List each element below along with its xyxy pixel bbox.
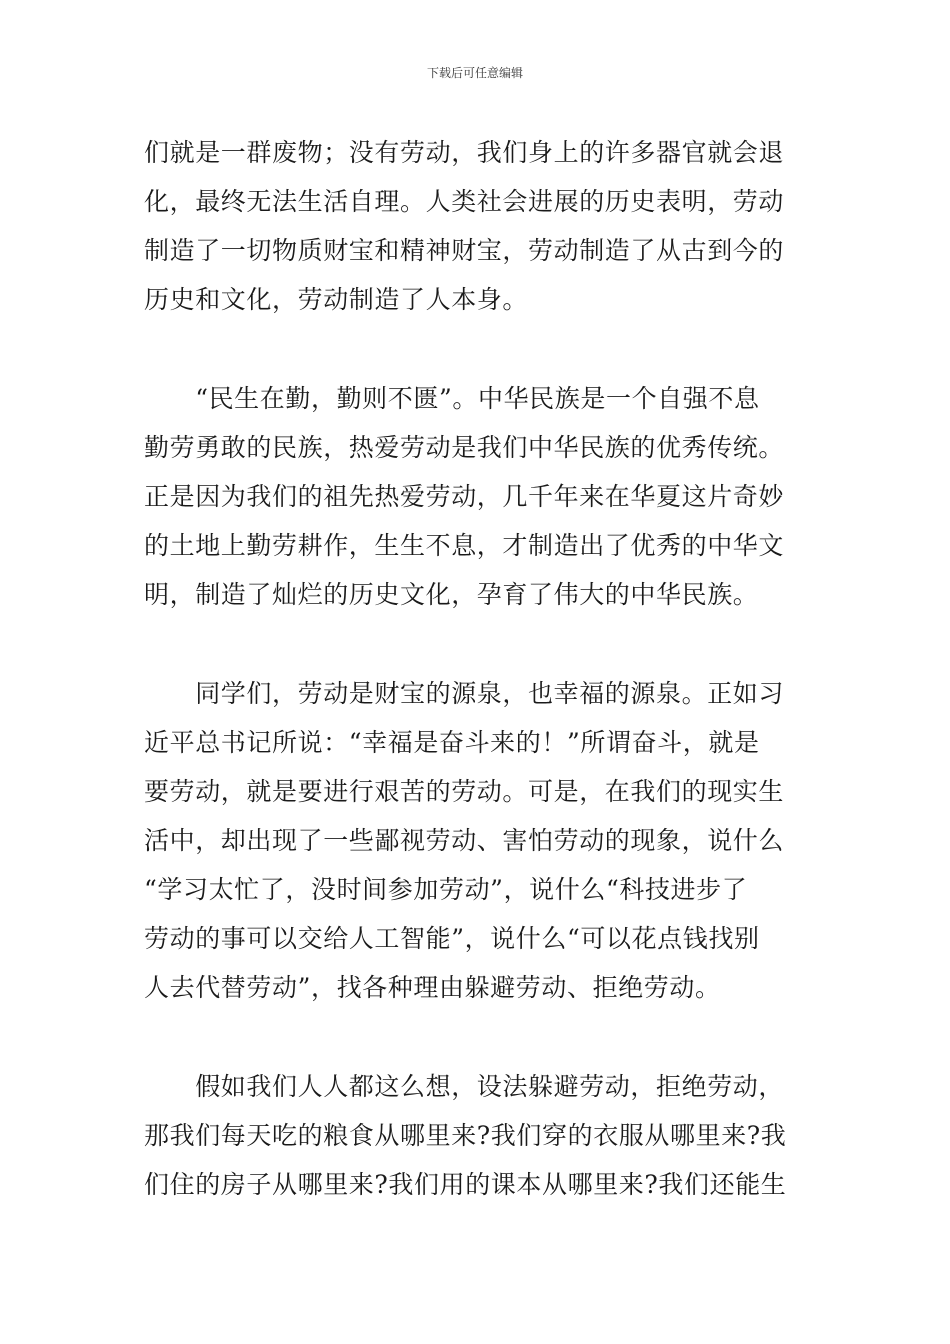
text-line: 活中，却出现了一些鄙视劳动、害怕劳动的现象，说什么 — [144, 826, 785, 855]
paragraph-4 — [144, 1062, 814, 1209]
paragraph-3 — [144, 669, 814, 1012]
text-line: 近平总书记所说：“幸福是奋斗来的！”所谓奋斗，就是 — [144, 728, 760, 757]
page-header: 下载后可任意编辑 — [426, 66, 523, 80]
paragraph-gap — [144, 619, 814, 669]
text-line: 历史和文化，劳动制造了人本身。 — [144, 285, 529, 314]
text-line: 劳动的事可以交给人工智能”，说什么“可以花点钱找别 — [144, 924, 760, 953]
text-line: 的土地上勤劳耕作，生生不息，才制造出了优秀的中华文 — [144, 531, 785, 560]
text-line: 明，制造了灿烂的历史文化，孕育了伟大的中华民族。 — [144, 580, 759, 609]
text-line: “民生在勤，勤则不匮”。中华民族是一个自强不息 — [144, 384, 760, 413]
paragraph-gap — [144, 324, 814, 374]
paragraph-2 — [144, 374, 814, 619]
text-line: 化，最终无法生活自理。人类社会进展的历史表明，劳动 — [144, 187, 785, 216]
text-line: 勤劳勇敢的民族，热爱劳动是我们中华民族的优秀传统。 — [144, 433, 785, 462]
text-line: 们住的房子从哪里来?我们用的课本从哪里来?我们还能生 — [144, 1170, 787, 1199]
text-line: 要劳动，就是要进行艰苦的劳动。可是，在我们的现实生 — [144, 777, 785, 806]
text-line: 正是因为我们的祖先热爱劳动，几千年来在华夏这片奇妙 — [144, 482, 785, 511]
text-line: 同学们，劳动是财宝的源泉，也幸福的源泉。正如习 — [144, 679, 785, 708]
text-line: 人去代替劳动”，找各种理由躲避劳动、拒绝劳动。 — [144, 973, 721, 1002]
text-line: “学习太忙了，没时间参加劳动”，说什么“科技进步了 — [144, 875, 748, 904]
paragraph-gap — [144, 1012, 814, 1062]
text-line: 假如我们人人都这么想，设法躲避劳动，拒绝劳动， — [144, 1072, 785, 1101]
text-line: 那我们每天吃的粮食从哪里来?我们穿的衣服从哪里来?我 — [144, 1121, 787, 1150]
paragraph-1 — [144, 128, 814, 324]
document-body — [144, 128, 814, 1209]
text-line: 们就是一群废物；没有劳动，我们身上的许多器官就会退 — [144, 138, 785, 167]
text-line: 制造了一切物质财宝和精神财宝，劳动制造了从古到今的 — [144, 236, 785, 265]
